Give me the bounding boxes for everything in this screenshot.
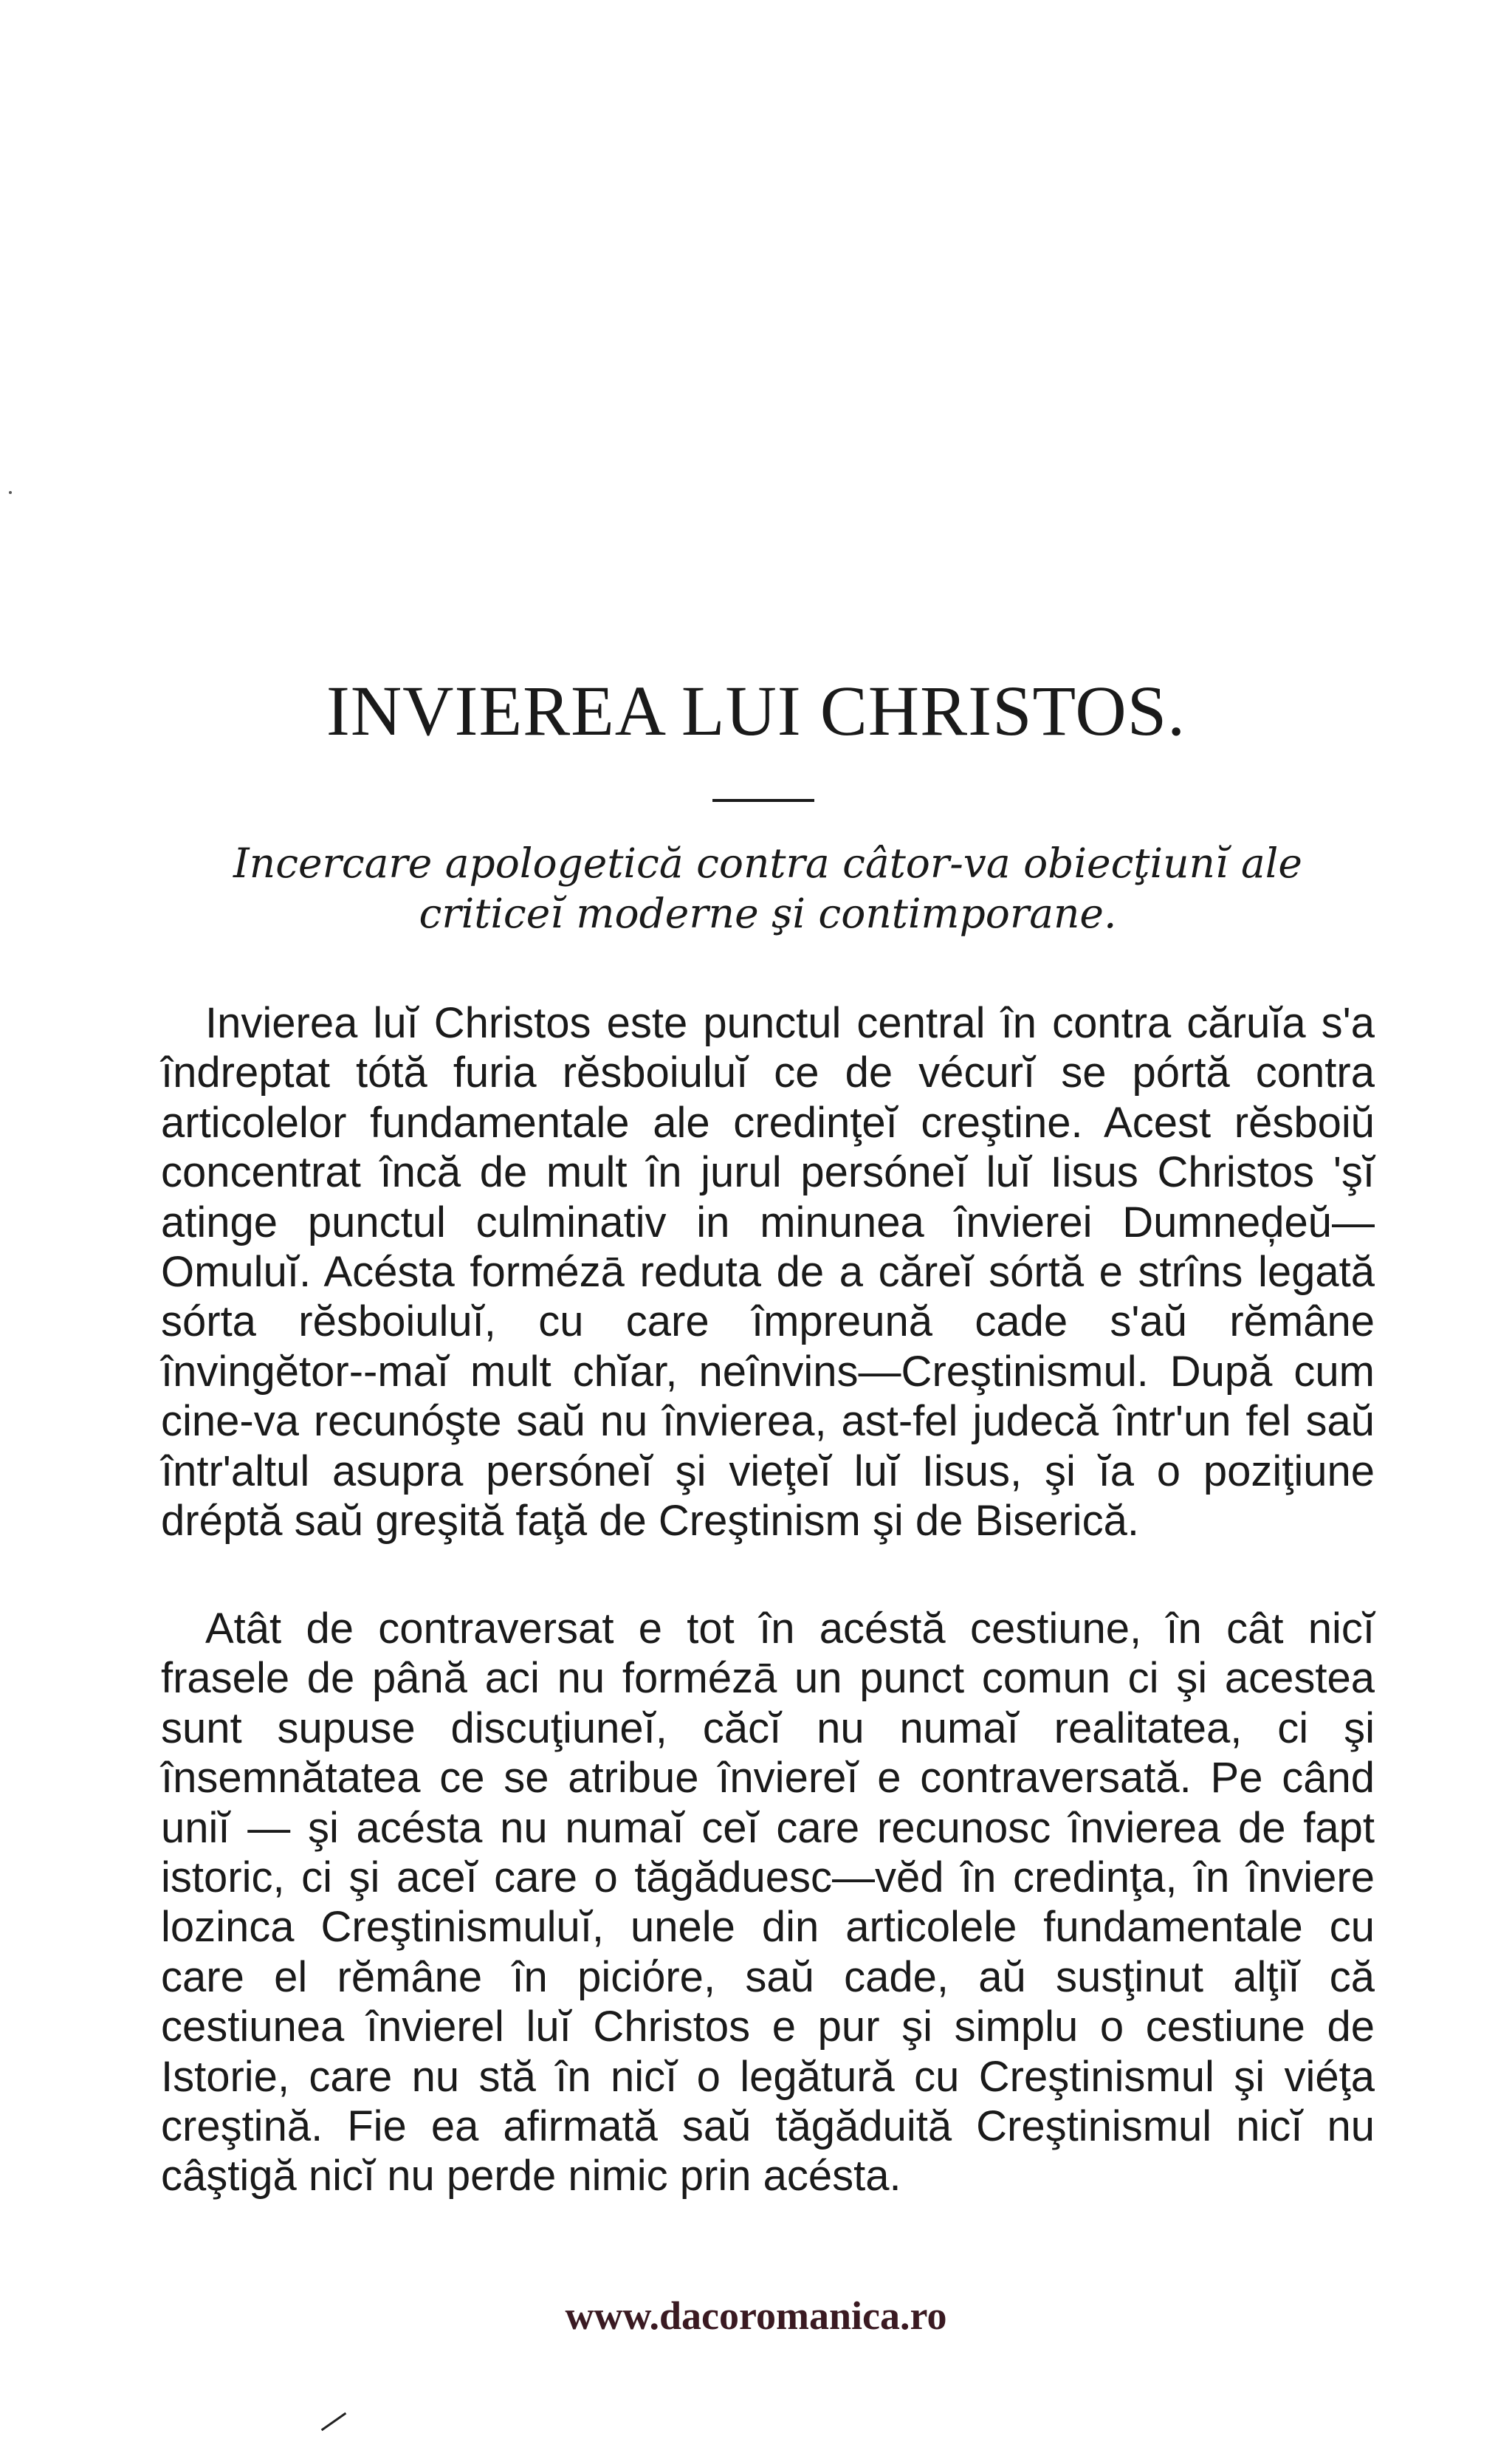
page-subtitle: Incercare apologetică contra câtor-va obiecţiunĭ ale criticeĭ moderne şi contimporane.: [233, 840, 1302, 937]
title-divider: [712, 799, 814, 802]
page-title: INVIEREA LUI CHRISTOS.: [326, 671, 1186, 750]
body-paragraph-1: [161, 998, 1375, 1546]
scan-mark: [321, 2412, 346, 2431]
body-paragraph-2: [161, 1604, 1375, 2201]
paragraph-text: Atât de contraversat e tot în acéstă cestiune, în cât nicĭ frasele de până aci nu formézā un punct comun ci şi acestea sunt supuse discuţiuneĭ, căcĭ nu numaĭ realitatea, ci şi însemnătatea ce se atribue înviereĭ e contraversată. Pe când uniĭ — şi acésta nu numaĭ ceĭ care recunosc învierea de fapt istoric, ci şi aceĭ care o tăgăduesc—vĕd în credinţa, în înviere lozinca Creştinismuluĭ, unele din articolele fundamentale cu care el rĕmâne în piciόre, saŭ cade, aŭ susţinut alţiĭ că cestiunea învierel luĭ Christos e pur şi simplu o cestiune de Istorie, care nu stă în nicĭ o legătură cu Creştinismul şi viéţa creştină. Fie ea afirmată saŭ tăgăduită Creştinismul nicĭ nu câştigă nicĭ nu perde nimic prin acésta.: [161, 1605, 1375, 2200]
source-watermark: www.dacoromanica.ro: [565, 2294, 947, 2338]
paragraph-text: Invierea luĭ Christos este punctul central în contra căruĭa s'a îndreptat tótă furia rĕsboiuluĭ ce de vécurĭ se pórtă contra articolelor fundamentale ale credinţeĭ creştine. Acest rĕsboiŭ concentrat încă de mult în jurul persóneĭ luĭ Iisus Christos 'şĭ atinge punctul culminativ in minunea învierei Dumneḑeŭ—Omuluĭ. Acésta formézā reduta de a căreĭ sórtă e strîns legată sórta rĕsboiuluĭ, cu care împreună cade s'aŭ rĕmâne învingĕtor--maĭ mult chĭar, neînvins—Creştinismul. După cum cine-va recunóşte saŭ nu învierea, ast-fel judecă într'un fel saŭ într'altul asupra persóneĭ şi vieţeĭ luĭ Iisus, şi ĭa o poziţiune dréptă saŭ greşită faţă de Creştinism şi de Biserică.: [161, 999, 1375, 1546]
scan-speck: [9, 491, 12, 494]
